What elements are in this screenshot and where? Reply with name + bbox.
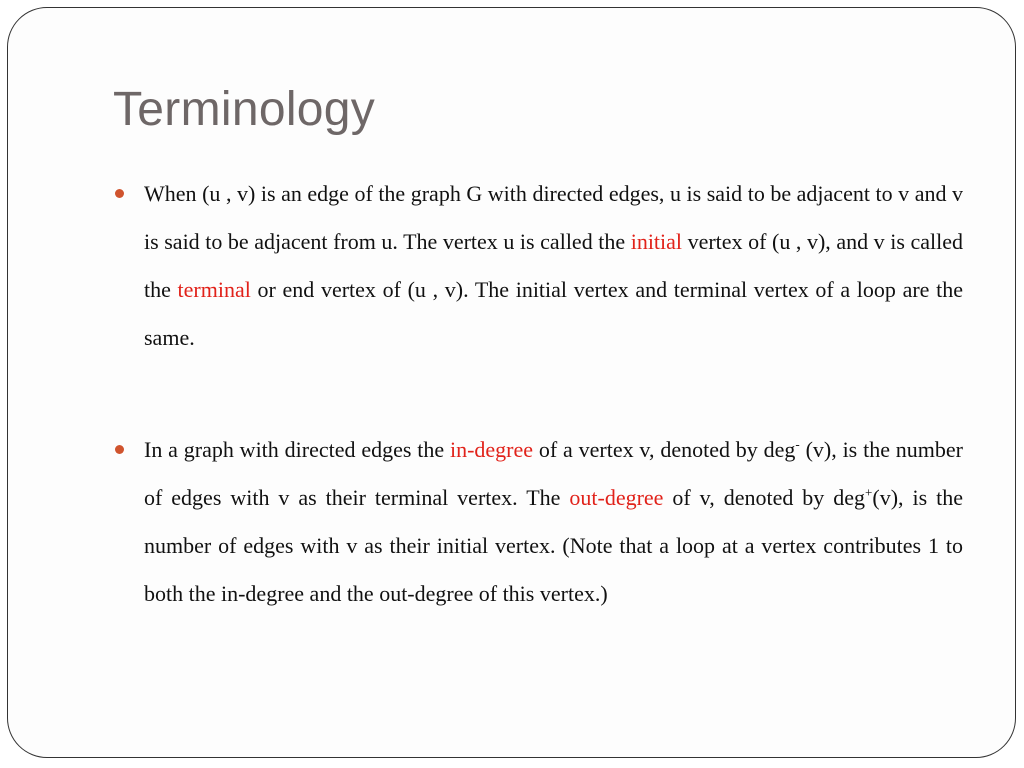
bullet-dot-icon (115, 445, 124, 454)
term-in-degree: in-degree (449, 437, 534, 462)
bullet-item-direction-terms (144, 170, 963, 362)
bullet-1-text-part-1: When (u , v) is an edge of the graph G with directed edges, u is said to be adjacent to v and v is said to be adjacent from u. The vertex u is called the (144, 181, 963, 254)
bullet-dot-icon (115, 189, 124, 198)
term-initial: initial (630, 229, 683, 254)
term-out-degree: out-degree (569, 485, 664, 510)
superscript-plus: + (865, 484, 873, 500)
term-terminal: terminal (177, 277, 251, 302)
bullet-2-text-part-5: (v), is the number of edges with v as their initial vertex. (Note that a loop at a vertex contributes 1 to both the in-degree and the out-degree of this vertex.) (144, 485, 963, 606)
bullet-item-degree-terms (144, 426, 963, 618)
bullet-2-text-part-1: In a graph with directed edges the (144, 437, 450, 462)
bullet-1-text-part-3: or end vertex of (u , v). The initial vertex and terminal vertex of a loop are the same. (144, 277, 963, 350)
bullet-list (144, 170, 963, 618)
bullet-2-text-part-3: (v), is the number of edges with v as their terminal vertex. The (144, 437, 963, 510)
bullet-2-text-part-2: of a vertex v, denoted by deg (533, 437, 796, 462)
bullet-1-text-part-2: vertex of (u , v), and v is called the (144, 229, 963, 302)
bullet-2-text-part-4: of v, denoted by deg (663, 485, 866, 510)
superscript-minus: - (795, 436, 800, 452)
slide-title: Terminology (113, 83, 376, 136)
